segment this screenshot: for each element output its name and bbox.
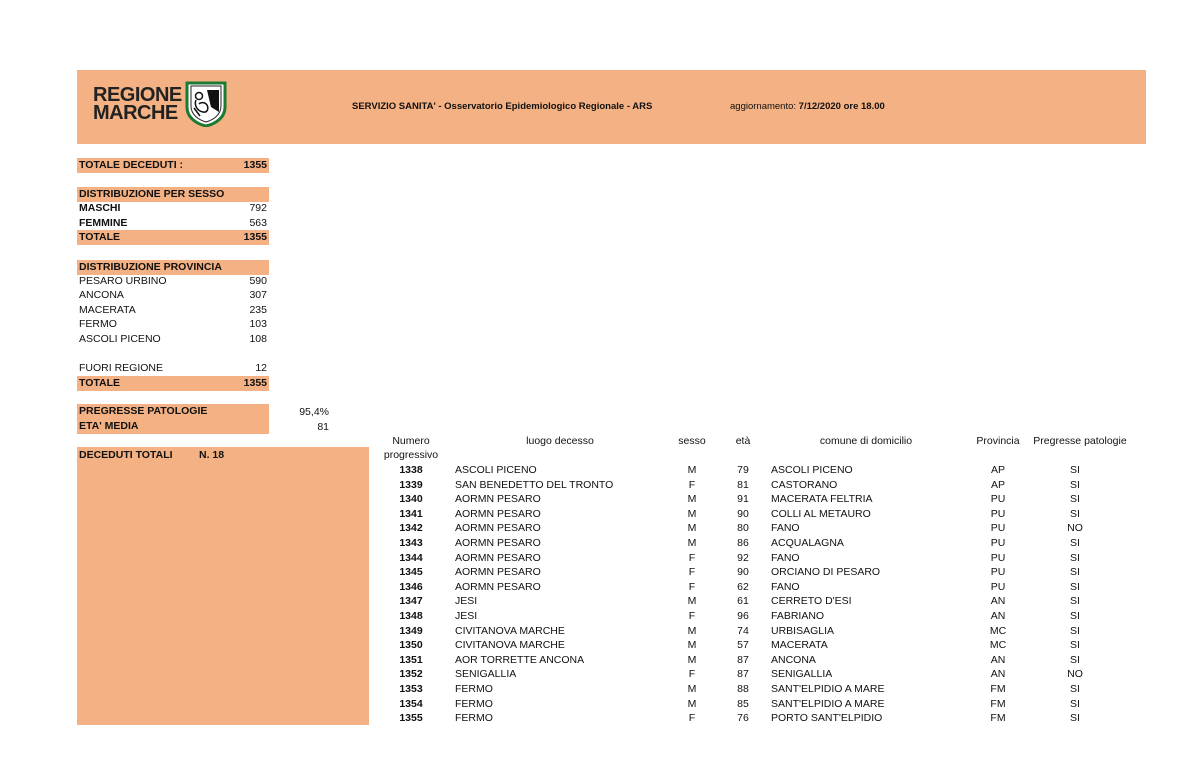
cell-sesso: M xyxy=(687,537,697,549)
sesso-totale-row xyxy=(77,230,269,245)
cell-eta: 92 xyxy=(737,551,749,564)
cell-pregresse-patologie: SI xyxy=(1070,580,1080,593)
provincia-row xyxy=(77,317,269,332)
sesso-title: DISTRIBUZIONE PER SESSO xyxy=(79,188,225,200)
cell-pregresse-patologie: NO xyxy=(1067,668,1083,681)
cell-eta: 87 xyxy=(737,668,749,681)
totale-deceduti-label: TOTALE DECEDUTI : xyxy=(79,159,184,171)
cell-eta: 91 xyxy=(737,493,749,506)
sesso-totale-label: TOTALE xyxy=(79,231,121,243)
cell-comune-domicilio: ASCOLI PICENO xyxy=(771,464,853,476)
cell-luogo-decesso: SENIGALLIA xyxy=(455,668,517,681)
cell-numero-progressivo: 1346 xyxy=(399,580,423,593)
eta-media-label: ETA' MEDIA xyxy=(79,420,139,432)
cell-comune-domicilio: ACQUALAGNA xyxy=(771,537,844,549)
cell-provincia: PU xyxy=(990,507,1006,520)
provincia-title: DISTRIBUZIONE PROVINCIA xyxy=(79,261,222,273)
table-row xyxy=(0,507,1179,522)
cell-comune-domicilio: SENIGALLIA xyxy=(771,668,833,681)
patologie-block xyxy=(77,404,269,434)
cell-numero-progressivo: 1345 xyxy=(399,566,423,579)
cell-provincia: MC xyxy=(989,624,1007,637)
cell-provincia: PU xyxy=(990,566,1006,579)
cell-provincia: AP xyxy=(990,478,1005,491)
cell-comune-domicilio: URBISAGLIA xyxy=(771,624,835,637)
cell-pregresse-patologie: SI xyxy=(1070,683,1080,695)
header-patologie: Pregresse patologie xyxy=(1033,435,1127,447)
update-value: 7/12/2020 ore 18.00 xyxy=(798,101,885,112)
service-title: SERVIZIO SANITA' - Osservatorio Epidemiologico Regionale - ARS xyxy=(352,101,653,112)
cell-eta: 61 xyxy=(737,595,749,608)
fuori-regione-row xyxy=(77,361,269,376)
cell-comune-domicilio: COLLI AL METAURO xyxy=(771,507,871,520)
maschi-label: MASCHI xyxy=(79,202,121,214)
cell-luogo-decesso: AORMN PESARO xyxy=(455,566,541,579)
cell-sesso: M xyxy=(687,507,697,520)
cell-luogo-decesso: SAN BENEDETTO DEL TRONTO xyxy=(455,478,614,491)
provincia-totale-value: 1355 xyxy=(243,377,267,389)
provincia-section-title xyxy=(77,260,269,275)
table-row xyxy=(0,711,1179,726)
cell-provincia: AN xyxy=(990,668,1006,681)
cell-numero-progressivo: 1350 xyxy=(399,639,423,652)
cell-sesso: M xyxy=(687,683,697,695)
cell-sesso: M xyxy=(687,697,697,710)
cell-provincia: PU xyxy=(990,537,1006,549)
cell-pregresse-patologie: SI xyxy=(1070,595,1080,608)
cell-eta: 57 xyxy=(737,639,749,652)
table-row xyxy=(0,463,1179,478)
cell-sesso: M xyxy=(687,493,697,506)
provincia-totale-label: TOTALE xyxy=(79,377,121,389)
cell-luogo-decesso: AORMN PESARO xyxy=(455,522,541,535)
cell-pregresse-patologie: SI xyxy=(1070,493,1080,506)
table-row xyxy=(0,624,1179,639)
cell-comune-domicilio: SANT'ELPIDIO A MARE xyxy=(771,697,885,710)
femmine-row xyxy=(77,216,269,231)
header-luogo: luogo decesso xyxy=(526,435,594,447)
cell-luogo-decesso: FERMO xyxy=(455,712,493,725)
logo-line-2: MARCHE xyxy=(93,102,178,124)
cell-luogo-decesso: AORMN PESARO xyxy=(455,493,541,506)
deceduti-totali-label: DECEDUTI TOTALI xyxy=(79,449,173,461)
cell-provincia: AN xyxy=(990,610,1006,622)
cell-pregresse-patologie: SI xyxy=(1070,551,1080,564)
patologie-value: 95,4% xyxy=(299,406,329,418)
cell-numero-progressivo: 1343 xyxy=(399,537,423,549)
cell-comune-domicilio: FANO xyxy=(771,580,800,593)
cell-numero-progressivo: 1344 xyxy=(399,551,423,564)
cell-numero-progressivo: 1355 xyxy=(399,712,423,725)
cell-eta: 74 xyxy=(737,624,749,637)
provincia-value: 307 xyxy=(249,289,267,301)
femmine-label: FEMMINE xyxy=(79,217,128,229)
table-row xyxy=(0,492,1179,507)
cell-comune-domicilio: FANO xyxy=(771,551,800,564)
cell-luogo-decesso: ASCOLI PICENO xyxy=(455,464,537,476)
cell-provincia: MC xyxy=(989,639,1007,652)
provincia-value: 235 xyxy=(249,304,267,316)
cell-eta: 96 xyxy=(737,610,749,622)
cell-sesso: M xyxy=(687,653,697,666)
table-row xyxy=(0,565,1179,580)
cell-comune-domicilio: FABRIANO xyxy=(771,610,825,622)
sesso-totale-value: 1355 xyxy=(243,231,267,243)
header-sesso: sesso xyxy=(678,435,706,447)
patologie-label: PREGRESSE PATOLOGIE xyxy=(79,405,208,417)
table-row xyxy=(0,478,1179,493)
provincia-value: 108 xyxy=(249,333,267,345)
fuori-regione-label: FUORI REGIONE xyxy=(79,362,164,374)
cell-eta: 86 xyxy=(737,537,749,549)
cell-numero-progressivo: 1352 xyxy=(399,668,423,681)
cell-comune-domicilio: CERRETO D'ESI xyxy=(771,595,852,608)
totale-deceduti-row xyxy=(77,158,269,173)
provincia-row xyxy=(77,288,269,303)
cell-comune-domicilio: ANCONA xyxy=(771,653,816,666)
provincia-label: ASCOLI PICENO xyxy=(79,333,161,345)
cell-pregresse-patologie: SI xyxy=(1070,639,1080,652)
table-row xyxy=(0,697,1179,712)
fuori-regione-value: 12 xyxy=(255,362,267,374)
cell-pregresse-patologie: SI xyxy=(1070,712,1080,725)
cell-eta: 76 xyxy=(737,712,749,725)
cell-sesso: F xyxy=(688,668,696,681)
provincia-row xyxy=(77,303,269,318)
table-row xyxy=(0,667,1179,682)
cell-numero-progressivo: 1353 xyxy=(399,683,423,695)
provincia-value: 590 xyxy=(249,275,267,287)
cell-eta: 88 xyxy=(737,683,749,695)
cell-comune-domicilio: FANO xyxy=(771,522,800,535)
cell-eta: 90 xyxy=(737,507,749,520)
cell-pregresse-patologie: SI xyxy=(1070,610,1080,622)
table-row xyxy=(0,551,1179,566)
cell-pregresse-patologie: SI xyxy=(1070,537,1080,549)
totale-deceduti-value: 1355 xyxy=(243,159,267,171)
table-row xyxy=(0,594,1179,609)
cell-numero-progressivo: 1349 xyxy=(399,624,423,637)
cell-luogo-decesso: AORMN PESARO xyxy=(455,507,541,520)
cell-eta: 62 xyxy=(737,580,749,593)
cell-luogo-decesso: FERMO xyxy=(455,697,493,710)
report-header xyxy=(77,70,1146,144)
cell-numero-progressivo: 1347 xyxy=(399,595,423,608)
cell-eta: 85 xyxy=(737,697,749,710)
provincia-label: FERMO xyxy=(79,318,117,330)
cell-eta: 79 xyxy=(737,464,749,476)
cell-luogo-decesso: JESI xyxy=(455,610,478,622)
cell-sesso: F xyxy=(688,610,696,622)
cell-provincia: PU xyxy=(990,493,1006,506)
sesso-section-title xyxy=(77,187,269,202)
cell-sesso: M xyxy=(687,522,697,535)
provincia-totale-row xyxy=(77,376,269,391)
cell-pregresse-patologie: SI xyxy=(1070,478,1080,491)
cell-comune-domicilio: SANT'ELPIDIO A MARE xyxy=(771,683,885,695)
cell-pregresse-patologie: SI xyxy=(1070,624,1080,637)
cell-luogo-decesso: AORMN PESARO xyxy=(455,537,541,549)
cell-comune-domicilio: MACERATA xyxy=(771,639,828,652)
cell-numero-progressivo: 1351 xyxy=(399,653,423,666)
deceduti-totali-value: N. 18 xyxy=(199,449,225,461)
cell-provincia: FM xyxy=(990,712,1006,725)
table-row xyxy=(0,609,1179,624)
cell-sesso: F xyxy=(688,478,696,491)
header-provincia: Provincia xyxy=(976,435,1020,447)
cell-luogo-decesso: FERMO xyxy=(455,683,493,695)
cell-numero-progressivo: 1348 xyxy=(399,610,423,622)
cell-luogo-decesso: CIVITANOVA MARCHE xyxy=(455,624,565,637)
cell-comune-domicilio: PORTO SANT'ELPIDIO xyxy=(771,712,883,725)
cell-numero-progressivo: 1354 xyxy=(399,697,423,710)
eta-media-value: 81 xyxy=(317,421,329,433)
cell-eta: 80 xyxy=(737,522,749,535)
logo-line-1: REGIONE xyxy=(93,84,182,106)
cell-eta: 90 xyxy=(737,566,749,579)
cell-sesso: F xyxy=(688,712,696,725)
cell-sesso: M xyxy=(687,639,697,652)
cell-luogo-decesso: AORMN PESARO xyxy=(455,551,541,564)
provincia-row xyxy=(77,332,269,347)
cell-luogo-decesso: AORMN PESARO xyxy=(455,580,541,593)
cell-comune-domicilio: CASTORANO xyxy=(771,478,838,491)
table-row xyxy=(0,638,1179,653)
cell-pregresse-patologie: SI xyxy=(1070,566,1080,579)
cell-numero-progressivo: 1342 xyxy=(399,522,423,535)
table-row xyxy=(0,682,1179,697)
header-eta: età xyxy=(735,435,751,447)
cell-numero-progressivo: 1341 xyxy=(399,507,423,520)
cell-eta: 81 xyxy=(737,478,749,491)
cell-pregresse-patologie: NO xyxy=(1067,522,1083,535)
logo-text xyxy=(93,86,182,122)
cell-provincia: FM xyxy=(990,697,1006,710)
cell-provincia: PU xyxy=(990,580,1006,593)
cell-comune-domicilio: MACERATA FELTRIA xyxy=(771,493,873,506)
cell-sesso: F xyxy=(688,566,696,579)
cell-numero-progressivo: 1338 xyxy=(399,464,423,476)
header-comune: comune di domicilio xyxy=(819,435,913,447)
cell-provincia: AN xyxy=(990,653,1006,666)
cell-pregresse-patologie: SI xyxy=(1070,653,1080,666)
cell-sesso: M xyxy=(687,595,697,608)
table-row xyxy=(0,653,1179,668)
cell-sesso: M xyxy=(687,624,697,637)
provincia-label: ANCONA xyxy=(79,289,124,301)
header-numero-line1: Numero xyxy=(392,435,430,447)
cell-provincia: FM xyxy=(990,683,1006,695)
cell-sesso: M xyxy=(687,464,697,476)
cell-provincia: AN xyxy=(990,595,1006,608)
header-numero-line2: progressivo xyxy=(383,449,439,461)
maschi-value: 792 xyxy=(249,202,267,214)
cell-provincia: PU xyxy=(990,551,1006,564)
provincia-label: PESARO URBINO xyxy=(79,275,167,287)
cell-numero-progressivo: 1339 xyxy=(399,478,423,491)
provincia-row xyxy=(77,274,269,289)
cell-luogo-decesso: AOR TORRETTE ANCONA xyxy=(455,653,585,666)
regional-shield-icon xyxy=(185,81,227,127)
table-row xyxy=(0,580,1179,595)
regione-marche-logo xyxy=(93,80,227,128)
cell-provincia: PU xyxy=(990,522,1006,535)
update-info xyxy=(730,101,885,112)
header-numero xyxy=(378,434,444,462)
cell-pregresse-patologie: SI xyxy=(1070,464,1080,476)
cell-provincia: AP xyxy=(990,464,1005,476)
provincia-value: 103 xyxy=(249,318,267,330)
cell-luogo-decesso: CIVITANOVA MARCHE xyxy=(455,639,565,652)
cell-pregresse-patologie: SI xyxy=(1070,507,1080,520)
table-row xyxy=(0,521,1179,536)
femmine-value: 563 xyxy=(249,217,267,229)
cell-sesso: F xyxy=(688,551,696,564)
cell-sesso: F xyxy=(688,580,696,593)
maschi-row xyxy=(77,201,269,216)
provincia-label: MACERATA xyxy=(79,304,136,316)
cell-numero-progressivo: 1340 xyxy=(399,493,423,506)
table-row xyxy=(0,536,1179,551)
cell-pregresse-patologie: SI xyxy=(1070,697,1080,710)
cell-comune-domicilio: ORCIANO DI PESARO xyxy=(771,566,881,579)
cell-luogo-decesso: JESI xyxy=(455,595,478,608)
update-label: aggiornamento: xyxy=(730,101,797,112)
cell-eta: 87 xyxy=(737,653,749,666)
